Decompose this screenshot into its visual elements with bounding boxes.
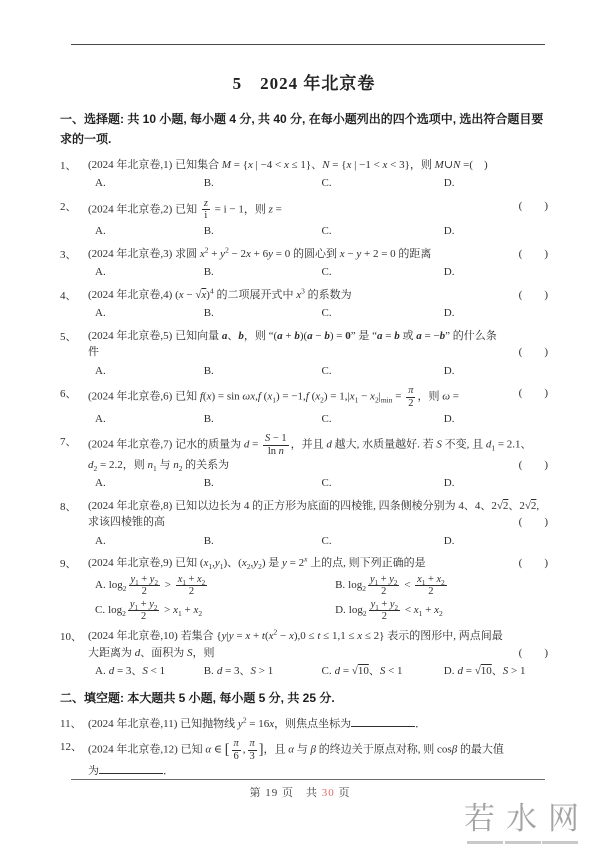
- question-number: 8、: [60, 500, 77, 513]
- question-line: [88, 246, 548, 263]
- option-label: D.: [335, 603, 346, 616]
- option: [95, 223, 204, 240]
- option-label: A.: [95, 579, 106, 592]
- option-label: B.: [203, 665, 214, 678]
- question-line: [88, 157, 548, 174]
- option: [444, 264, 548, 281]
- question-text: (2024 年北京卷,4) $(x - √x)^4$ 的二项展开式中 $x^3$ 的系数为: [88, 286, 352, 301]
- option-value: d = 3、S > 1: [216, 665, 274, 678]
- question-number: 3、: [60, 248, 77, 261]
- option: [95, 475, 204, 492]
- option: [321, 533, 443, 550]
- footer-pages-suffix: 页: [334, 787, 351, 799]
- option-label: A.: [95, 665, 106, 678]
- question-text: 大距离为 d、面积为 S，则: [88, 646, 215, 659]
- option: [444, 175, 548, 192]
- option: [444, 475, 548, 492]
- option: [321, 175, 443, 192]
- option-label: B.: [203, 412, 214, 425]
- option-label: B.: [203, 477, 214, 490]
- section-1: [60, 109, 548, 680]
- option-label: A.: [95, 307, 106, 320]
- question-line: [88, 645, 548, 662]
- option: [444, 411, 548, 428]
- option-label: A.: [95, 364, 106, 377]
- footer-rule: [71, 779, 545, 780]
- question-number: 9、: [60, 558, 77, 571]
- option: [204, 264, 322, 281]
- section-heading: 一、选择题: 共 10 小题, 每小题 4 分, 共 40 分, 在每小题列出的四个选项中, 选出符合题目要求的一项.: [60, 112, 544, 147]
- option: [321, 411, 443, 428]
- option: [204, 363, 322, 380]
- question-text: 求该四棱锥的高: [88, 516, 165, 529]
- options-row: [88, 574, 548, 622]
- question-body: [88, 157, 548, 192]
- question-line: [88, 738, 548, 762]
- option: [321, 663, 443, 680]
- option-label: C.: [321, 225, 332, 238]
- option-label: B.: [203, 177, 214, 190]
- question-number: 11、: [60, 717, 82, 730]
- option-label: A.: [95, 177, 106, 190]
- option: [444, 305, 548, 322]
- question-text: (2024 年北京卷,3) 求圆 $x^2 + y^2 - 2x + 6y = 0$ 的圆心到 x − y + 2 = 0 的距离: [88, 245, 432, 260]
- option: [321, 223, 443, 240]
- watermark: [464, 793, 590, 844]
- question-number: 2、: [60, 200, 77, 213]
- question-body: [88, 498, 548, 550]
- question-line: [88, 628, 548, 645]
- options-row: [88, 533, 548, 550]
- question-number: 1、: [60, 159, 77, 172]
- question-body: [88, 385, 548, 427]
- option: [321, 363, 443, 380]
- question-line: [88, 457, 548, 474]
- option: [204, 475, 322, 492]
- option-label: B.: [203, 534, 214, 547]
- option: [204, 305, 322, 322]
- option: [95, 264, 204, 281]
- answer-paren: ( ): [518, 199, 548, 212]
- option-label: C.: [321, 266, 332, 279]
- option-label: B.: [203, 225, 214, 238]
- question-text: 件: [88, 346, 99, 359]
- question-number: 10、: [60, 631, 82, 644]
- question-text: (2024 年北京卷,7) 记水的质量为 d = $\frac{S - 1}{\text{ln n}}$ ，并且 d 越大, 水质量越好. 若 S 不变, 且 $d_1 = 2.1$、: [88, 433, 532, 457]
- answer-paren: ( ): [518, 516, 548, 529]
- footer-page-label: 第 19 页 共: [249, 787, 322, 799]
- question: [60, 555, 548, 622]
- option-value: d = √10、S < 1: [334, 665, 403, 678]
- option: [95, 599, 335, 623]
- question: [60, 385, 548, 427]
- option-label: D.: [443, 177, 455, 190]
- option-label: D.: [443, 225, 455, 238]
- section-heading: 二、填空题: 本大题共 5 小题, 每小题 5 分, 共 25 分.: [60, 690, 335, 705]
- option-label: C.: [321, 665, 332, 678]
- question-body: [88, 198, 548, 240]
- question-line: [88, 385, 548, 409]
- question-number: 5、: [60, 330, 77, 343]
- option-value: $\log_2$ $\frac{y_1 + y_2}{2}$ > $x_1 + x_2$: [108, 598, 203, 622]
- option-label: D.: [443, 307, 455, 320]
- option-label: A.: [95, 534, 106, 547]
- question-body: [88, 738, 548, 779]
- option: [95, 305, 204, 322]
- question-number: 4、: [60, 289, 77, 302]
- question-line: [88, 555, 548, 572]
- option-label: C.: [95, 603, 106, 616]
- question-line: [88, 514, 548, 531]
- answer-paren: ( ): [518, 346, 548, 359]
- question: [60, 715, 548, 733]
- question: [60, 198, 548, 240]
- option-label: D.: [443, 477, 455, 490]
- option: [444, 663, 548, 680]
- watermark-subtext: [464, 838, 590, 844]
- option: [444, 363, 548, 380]
- question-line: [88, 433, 548, 457]
- option: [95, 574, 335, 598]
- option: [335, 574, 548, 598]
- option-value: $\log_2$ $\frac{y_1 + y_2}{2}$ < $\frac{x_1 + x_2}{2}$: [348, 573, 445, 598]
- option: [444, 533, 548, 550]
- question-text: (2024 年北京卷,1) 已知集合 M = {x | −4 < x ≤ 1}、N = {x | −1 < x < 3}，则 M∪N =( ): [88, 158, 488, 171]
- option-value: $\log_2$ $\frac{y_1 + y_2}{2}$ < $x_1 + x_2$: [348, 598, 443, 622]
- option-label: B.: [203, 364, 214, 377]
- question-text: (2024 年北京卷,9) 已知 $(x_1,y_1)$、$(x_2,y_2)$ 是 $y = 2^x$ 上的点, 则下列正确的是: [88, 554, 426, 572]
- question-text: (2024 年北京卷,10) 若集合 $\{y|y = x + t(x^2 - x),0 \le t \le 1,1 \le x \le 2\}$ 表示的图形中, 两点间最: [88, 627, 503, 643]
- option-value: d = √10、S > 1: [457, 665, 526, 678]
- option-label: A.: [95, 225, 106, 238]
- question-text: (2024 年北京卷,8) 已知以边长为 4 的正方形为底面的四棱锥, 四条侧棱分别为 4、4、2√2、2√2,: [88, 499, 540, 512]
- question-number: 6、: [60, 388, 77, 401]
- options-row: [88, 175, 548, 192]
- option-label: B.: [203, 307, 214, 320]
- option: [335, 599, 548, 623]
- option: [204, 663, 322, 680]
- option: [204, 175, 322, 192]
- page-title: 5 2024 年北京卷: [232, 74, 376, 93]
- question: [60, 628, 548, 680]
- option: [95, 411, 204, 428]
- question-text: (2024 年北京卷,6) 已知 f(x) = sin ωx,f $(x_1) = -1,f$ $(x_2) = 1,|x_1 - x_2|_{min}$ = $\frac{\pi}{2}$ ，则 ω =: [88, 385, 459, 409]
- option: [95, 175, 204, 192]
- watermark-text: 若水网: [464, 801, 590, 836]
- option-label: D.: [443, 412, 455, 425]
- question-line: [88, 344, 548, 361]
- options-row: [88, 663, 548, 680]
- option: [321, 305, 443, 322]
- options-row: [88, 223, 548, 240]
- question-line: [88, 198, 548, 222]
- question-text: (2024 年北京卷,11) 已知抛物线 $y^2 = 16x$，则焦点坐标为 ．: [88, 715, 427, 730]
- question-line: [88, 328, 548, 345]
- option-label: C.: [321, 307, 332, 320]
- question-text: 为 ．: [88, 762, 548, 780]
- question-line: [88, 287, 548, 304]
- option-label: C.: [321, 412, 332, 425]
- option-label: D.: [443, 266, 455, 279]
- answer-paren: ( ): [518, 387, 548, 400]
- question-body: [88, 287, 548, 322]
- option: [321, 264, 443, 281]
- answer-paren: ( ): [518, 247, 548, 260]
- question-line: [88, 762, 548, 780]
- question-text: (2024 年北京卷,12) 已知 α ∈ [ $\frac{\pi}{6}$ , $\frac{\pi}{3}$ ]，且 α 与 β 的终边关于原点对称, 则 cosβ 的最大值: [88, 738, 504, 762]
- option-label: C.: [321, 477, 332, 490]
- question: [60, 738, 548, 779]
- option-label: D.: [443, 534, 455, 547]
- options-row: [88, 363, 548, 380]
- question-line: [88, 498, 548, 515]
- answer-paren: ( ): [518, 288, 548, 301]
- options-row: [88, 264, 548, 281]
- options-row: [88, 305, 548, 322]
- option-label: B.: [335, 579, 346, 592]
- question-body: [88, 555, 548, 622]
- section-2: [60, 688, 548, 780]
- answer-paren: ( ): [518, 646, 548, 659]
- option-label: C.: [321, 364, 332, 377]
- option-value: $\log_2$ $\frac{y_1 + y_2}{2}$ > $\frac{x_1 + x_2}{2}$: [108, 573, 206, 598]
- question: [60, 328, 548, 380]
- question-text: $d_2 = 2.2$，则 $n_1$ 与 $n_2$ 的关系为: [88, 458, 230, 474]
- option: [95, 663, 204, 680]
- question-body: [88, 715, 548, 733]
- option: [95, 533, 204, 550]
- question-number: 7、: [60, 436, 77, 449]
- question: [60, 498, 548, 550]
- option-label: C.: [321, 177, 332, 190]
- question-body: [88, 433, 548, 492]
- question-line: [88, 715, 548, 733]
- option-label: B.: [203, 266, 214, 279]
- options-row: [88, 411, 548, 428]
- option: [95, 363, 204, 380]
- option-label: D.: [443, 665, 455, 678]
- question-body: [88, 328, 548, 380]
- question: [60, 157, 548, 192]
- option-value: d = 3、S < 1: [108, 665, 166, 678]
- question: [60, 287, 548, 322]
- question: [60, 433, 548, 492]
- option-label: A.: [95, 412, 106, 425]
- option-label: A.: [95, 266, 106, 279]
- option: [204, 533, 322, 550]
- option: [204, 411, 322, 428]
- option-label: A.: [95, 477, 106, 490]
- options-row: [88, 475, 548, 492]
- question: [60, 246, 548, 281]
- question-body: [88, 246, 548, 281]
- page-content: [60, 44, 548, 786]
- question-body: [88, 628, 548, 680]
- answer-paren: ( ): [518, 557, 548, 570]
- footer-total-pages: 30: [321, 787, 335, 799]
- option-label: D.: [443, 364, 455, 377]
- option: [321, 475, 443, 492]
- question-text: (2024 年北京卷,2) 已知 $\frac{z}{i}$ = i − 1，则 z =: [88, 197, 282, 222]
- sections: [60, 109, 548, 780]
- option-label: C.: [321, 534, 332, 547]
- question-text: (2024 年北京卷,5) 已知向量 a、b，则 “(a + b)(a − b) = 0” 是 “a = b 或 a = −b” 的什么条: [88, 329, 497, 342]
- answer-paren: ( ): [518, 458, 548, 471]
- option: [204, 223, 322, 240]
- option: [444, 223, 548, 240]
- question-number: 12、: [60, 741, 82, 754]
